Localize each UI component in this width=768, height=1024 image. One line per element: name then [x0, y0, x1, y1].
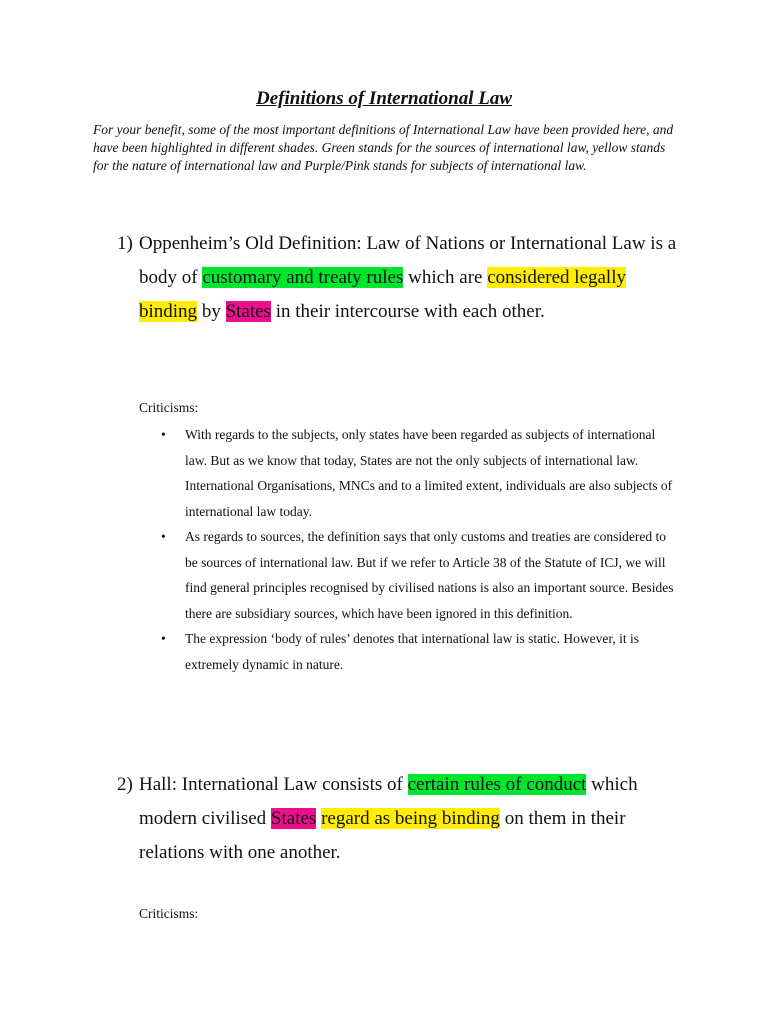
highlight-nature: considered legally binding [139, 267, 626, 322]
criticism-text: The expression ‘body of rules’ denotes that international law is static. However, it is extremely dynamic in nature. [185, 631, 639, 672]
definition-segment: by [201, 301, 221, 322]
definition-segment: on them in their relations with one another. [139, 808, 626, 863]
highlight-source: certain rules of conduct [407, 774, 587, 795]
highlight-subject: States [225, 301, 271, 322]
highlight-source: customary and treaty rules [202, 267, 404, 288]
list-item [139, 626, 679, 677]
criticisms-label: Criticisms: [139, 400, 199, 415]
criticisms-list [139, 422, 679, 677]
highlight-nature: regard as being binding [321, 808, 500, 829]
definition-text [139, 227, 677, 329]
definition-segment: which are [408, 267, 483, 288]
definition-2 [117, 768, 677, 870]
intro-paragraph: For your benefit, some of the most important definitions of International Law have been provided here, and have been highlighted in different shades. Green stands for the sources of international law, yellow stands for the nature of international law and Purple/Pink stands for subjects of international law. [93, 122, 674, 173]
bullet-icon: • [161, 427, 166, 442]
bullet-icon: • [161, 631, 166, 646]
definition-segment: which modern civilised [139, 774, 638, 829]
definition-number: 1) [117, 233, 133, 254]
definition-text [139, 768, 677, 870]
list-item [139, 422, 679, 524]
definition-segment: Hall: International Law consists of [139, 774, 403, 795]
criticism-text: As regards to sources, the definition says that only customs and treaties are considered to be sources of international law. But if we refer to Article 38 of the Statute of ICJ, we will find general principles recognised by civilised nations is also an important source. Besides there are subsidiary sources, which have been ignored in this definition. [185, 529, 674, 621]
criticisms-label: Criticisms: [139, 906, 199, 921]
definition-segment: Oppenheim’s Old Definition: Law of Nations or International Law is a body of [139, 233, 677, 288]
bullet-icon: • [161, 529, 166, 544]
definition-1 [117, 227, 677, 329]
page-title: Definitions of International Law [255, 88, 513, 109]
list-item [139, 524, 679, 626]
definition-number: 2) [117, 774, 133, 795]
highlight-subject: States [270, 808, 317, 829]
criticism-text: With regards to the subjects, only states have been regarded as subjects of international law. But as we know that today, States are not the only subjects of international law. International Organisations, MNCs and to a limited extent, individuals are also subjects of international law today. [185, 427, 673, 519]
definition-segment: in their intercourse with each other. [275, 301, 545, 322]
